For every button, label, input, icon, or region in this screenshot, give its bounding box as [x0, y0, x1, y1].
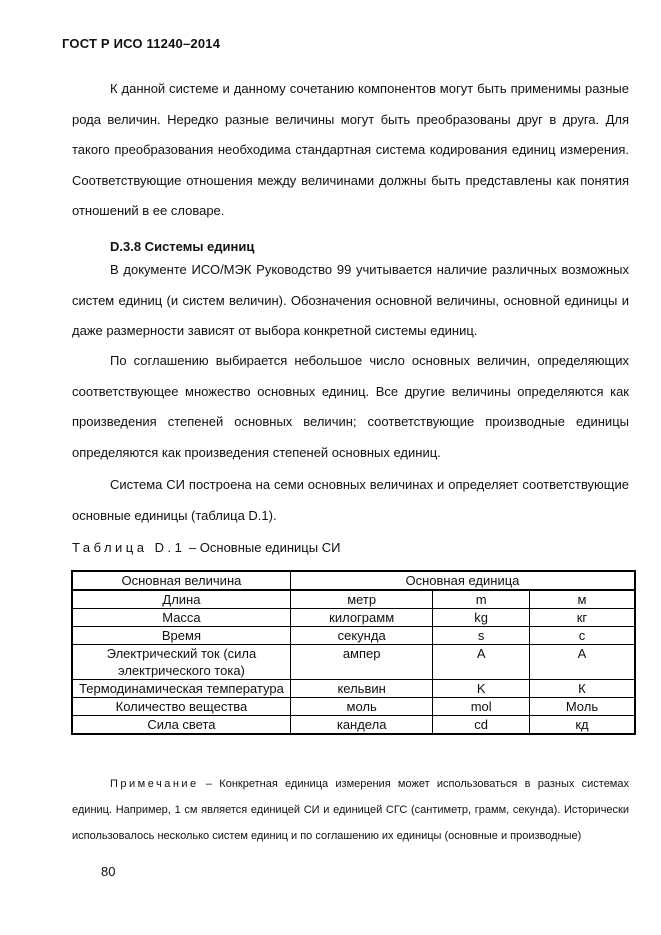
table-caption-label: Таблица D.1 — [72, 540, 186, 555]
cell-symbol-intl: mol — [433, 698, 530, 716]
table-row — [72, 645, 635, 680]
cell-unit-name: секунда — [290, 627, 433, 645]
note-text: – Конкретная единица измерения может использоваться в разных системах единиц. Например, 1 см является единицей СИ и единицей СГС (сантиметр, грамм, секунда). Исторически использовалось несколько систем единиц и по соглашению их единицы (основные и производные) — [72, 778, 629, 842]
cell-quantity: Длина — [72, 590, 290, 609]
cell-quantity: Электрический ток (сила электрического тока) — [72, 645, 290, 680]
table-body — [72, 590, 635, 734]
note-label: Примечание — [110, 778, 199, 790]
cell-symbol-intl: kg — [433, 609, 530, 627]
cell-unit-name: кельвин — [290, 680, 433, 698]
cell-symbol-intl: K — [433, 680, 530, 698]
table-caption-text: – Основные единицы СИ — [185, 540, 341, 555]
header-quantity: Основная величина — [72, 571, 290, 590]
paragraph-4: Система СИ построена на семи основных величинах и определяет соответствующие основные единицы (таблица D.1). — [72, 477, 629, 523]
cell-symbol-ru: А — [529, 645, 635, 680]
cell-unit-name: ампер — [290, 645, 433, 680]
table-row — [72, 698, 635, 716]
table-header-row — [72, 571, 635, 590]
cell-unit-name: килограмм — [290, 609, 433, 627]
paragraph-2: В документе ИСО/МЭК Руководство 99 учитывается наличие различных возможных систем единиц (и систем величин). Обозначения основной величины, основной единицы и даже размерности зависят от выбора конкретной системы единиц. — [72, 262, 629, 338]
cell-symbol-intl: m — [433, 590, 530, 609]
cell-quantity: Масса — [72, 609, 290, 627]
paragraph-3: По соглашению выбирается небольшое число основных величин, определяющих соответствующее множество основных единиц. Все другие величины определяются как произведения степеней основных величин; соответствующие производные единицы определяются как произведения степеней основных единиц. — [72, 353, 629, 460]
document-header: ГОСТ Р ИСО 11240–2014 — [62, 36, 221, 51]
cell-symbol-ru: м — [529, 590, 635, 609]
cell-symbol-intl: cd — [433, 716, 530, 735]
section-heading: D.3.8 Системы единиц — [110, 239, 255, 254]
cell-unit-name: кандела — [290, 716, 433, 735]
table-row — [72, 716, 635, 735]
paragraph-1: К данной системе и данному сочетанию компонентов могут быть применимы разные рода величин. Нередко разные величины могут быть преобразованы друг в друга. Для такого преобразования необходима стандартная система кодирования единиц измерения. Соответствующие отношения между величинами должны быть представлены как понятия отношений в ее словаре. — [72, 81, 629, 218]
header-unit: Основная единица — [290, 571, 635, 590]
table-row — [72, 680, 635, 698]
cell-symbol-ru: кд — [529, 716, 635, 735]
cell-quantity: Время — [72, 627, 290, 645]
page-number: 80 — [101, 864, 116, 879]
cell-symbol-intl: s — [433, 627, 530, 645]
cell-unit-name: моль — [290, 698, 433, 716]
cell-symbol-ru: с — [529, 627, 635, 645]
cell-quantity: Сила света — [72, 716, 290, 735]
cell-symbol-intl: A — [433, 645, 530, 680]
cell-symbol-ru: Моль — [529, 698, 635, 716]
table-row — [72, 627, 635, 645]
cell-unit-name: метр — [290, 590, 433, 609]
cell-symbol-ru: кг — [529, 609, 635, 627]
cell-symbol-ru: К — [529, 680, 635, 698]
table-row — [72, 609, 635, 627]
note — [72, 771, 629, 849]
table-row — [72, 590, 635, 609]
table-caption — [72, 540, 340, 555]
si-base-units-table — [71, 570, 636, 735]
cell-quantity: Количество вещества — [72, 698, 290, 716]
cell-quantity: Термодинамическая температура — [72, 680, 290, 698]
